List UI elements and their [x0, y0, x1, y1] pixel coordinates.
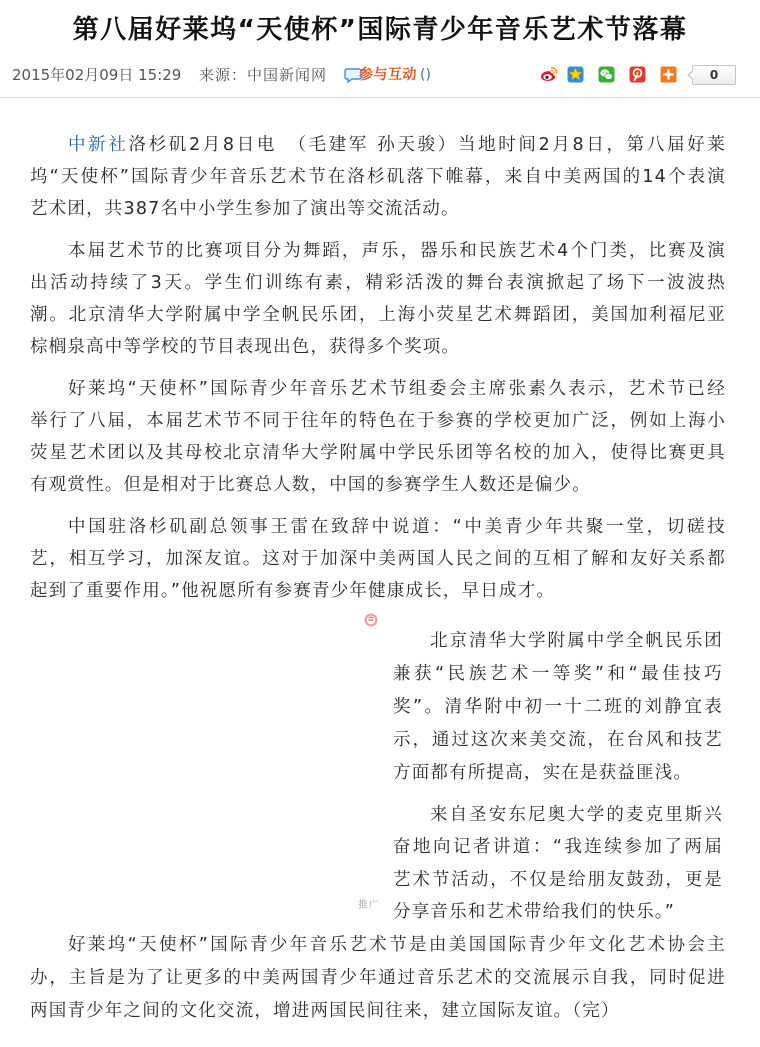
share-wechat-button[interactable]: [598, 66, 616, 84]
body-line-text: 洛杉矶2月8日电 （毛建军 孙天骏）当地时间2月8日，第八届好莱: [128, 135, 726, 155]
source-link[interactable]: 中国新闻网: [247, 66, 328, 84]
meta-bar: [0, 64, 760, 86]
dateline-link[interactable]: 中新社: [68, 135, 129, 155]
ad-slot[interactable]: [30, 612, 386, 917]
body-line: 北京清华大学附属中学全帆民乐团: [430, 631, 723, 651]
share-weibo-button[interactable]: [540, 66, 558, 84]
share-count-badge[interactable]: 0: [692, 65, 736, 85]
share-qzone-button[interactable]: [567, 66, 585, 84]
body-line: 来自圣安东尼奥大学的麦克里斯兴: [430, 804, 723, 825]
body-line: 荧星艺术团以及其母校北京清华大学附属中学民乐团等名校的加入，使得比赛更具: [30, 443, 726, 463]
more-share-icon: [660, 66, 677, 83]
body-line: 艺术团，共387名中小学生参加了演出等交流活动。: [30, 199, 460, 219]
body-line: 坞“天使杯”国际青少年音乐艺术节在洛杉矶落下帷幕，来自中美两国的14个表演: [30, 167, 726, 187]
paragraph-7: [30, 929, 726, 1028]
meta-divider: [0, 97, 760, 98]
share-tencent-weibo-button[interactable]: [629, 66, 647, 84]
paragraph-5: [393, 625, 723, 790]
body-line: 奖”。清华附中初一十二班的刘静宜表: [393, 697, 723, 717]
paragraph-6: [393, 799, 723, 929]
source-label: 来源：: [199, 66, 248, 84]
body-line: 办，主旨是为了让更多的中美两国青少年通过音乐艺术的交流展示自我，同时促进: [30, 967, 726, 988]
body-line: 兼获“民族艺术一等奖”和“最佳技巧: [393, 664, 723, 684]
paragraph-1: [30, 129, 726, 225]
publish-datetime: 2015年02月09日 15:29: [12, 66, 182, 84]
paragraph-4: [30, 511, 726, 607]
body-line: 出活动持续了3天。学生们训练有素，精彩活泼的舞台表演掀起了场下一波波热: [30, 273, 726, 293]
body-line: 示，通过这次来美交流，在台风和技艺: [393, 730, 723, 750]
paragraph-2: [30, 235, 726, 363]
source: [199, 64, 327, 86]
body-line: 方面都有所提高，实在是获益匪浅。: [393, 763, 693, 783]
weibo-icon: [540, 66, 558, 82]
body-line: 奋地向记者讲道：“我连续参加了两届: [393, 837, 723, 858]
qzone-icon: [567, 66, 584, 83]
ad-logo-icon: [364, 613, 378, 627]
share-more-button[interactable]: [660, 66, 678, 84]
interact-count: (): [420, 67, 431, 83]
body-line: 艺，相互学习，加深友谊。这对于加深中美两国人民之间的互相了解和友好关系都: [30, 549, 726, 569]
body-line: 好莱坞“天使杯”国际青少年音乐艺术节组委会主席张素久表示，艺术节已经: [68, 379, 726, 399]
wechat-icon: [598, 66, 615, 83]
body-line: 中国驻洛杉矶副总领事王雷在致辞中说道：“中美青少年共聚一堂，切磋技: [68, 517, 726, 537]
body-line: 有观赏性。但是相对于比赛总人数，中国的参赛学生人数还是偏少。: [30, 475, 591, 495]
body-line: 潮。北京清华大学附属中学全帆民乐团，上海小荧星艺术舞蹈团，美国加利福尼亚: [30, 305, 726, 325]
article-title: 第八届好莱坞“天使杯”国际青少年音乐艺术节落幕: [72, 15, 688, 45]
body-line: 艺术节活动，不仅是给朋友鼓劲，更是: [393, 869, 723, 890]
body-line: 棕榈泉高中等学校的节目表现出色，获得多个奖项。: [30, 337, 461, 357]
paragraph-3: [30, 373, 726, 501]
body-line: [30, 129, 726, 161]
body-line: 分享音乐和艺术带给我们的快乐。”: [393, 902, 676, 923]
body-line: 两国青少年之间的文化交流，增进两国民间往来，建立国际友谊。（完）: [30, 1000, 620, 1021]
ad-label: 推广: [358, 900, 379, 911]
body-line: 起到了重要作用。”他祝愿所有参赛青少年健康成长，早日成才。: [30, 581, 556, 601]
tencent-weibo-icon: [629, 66, 646, 83]
interact-label: 参与互动: [359, 67, 417, 83]
body-line: 本届艺术节的比赛项目分为舞蹈，声乐，器乐和民族艺术4个门类，比赛及演: [68, 241, 726, 261]
body-line: 好莱坞“天使杯”国际青少年音乐艺术节是由美国国际青少年文化艺术协会主: [68, 934, 726, 955]
body-line: 举行了八届，本届艺术节不同于往年的特色在于参赛的学校更加广泛，例如上海小: [30, 411, 726, 431]
